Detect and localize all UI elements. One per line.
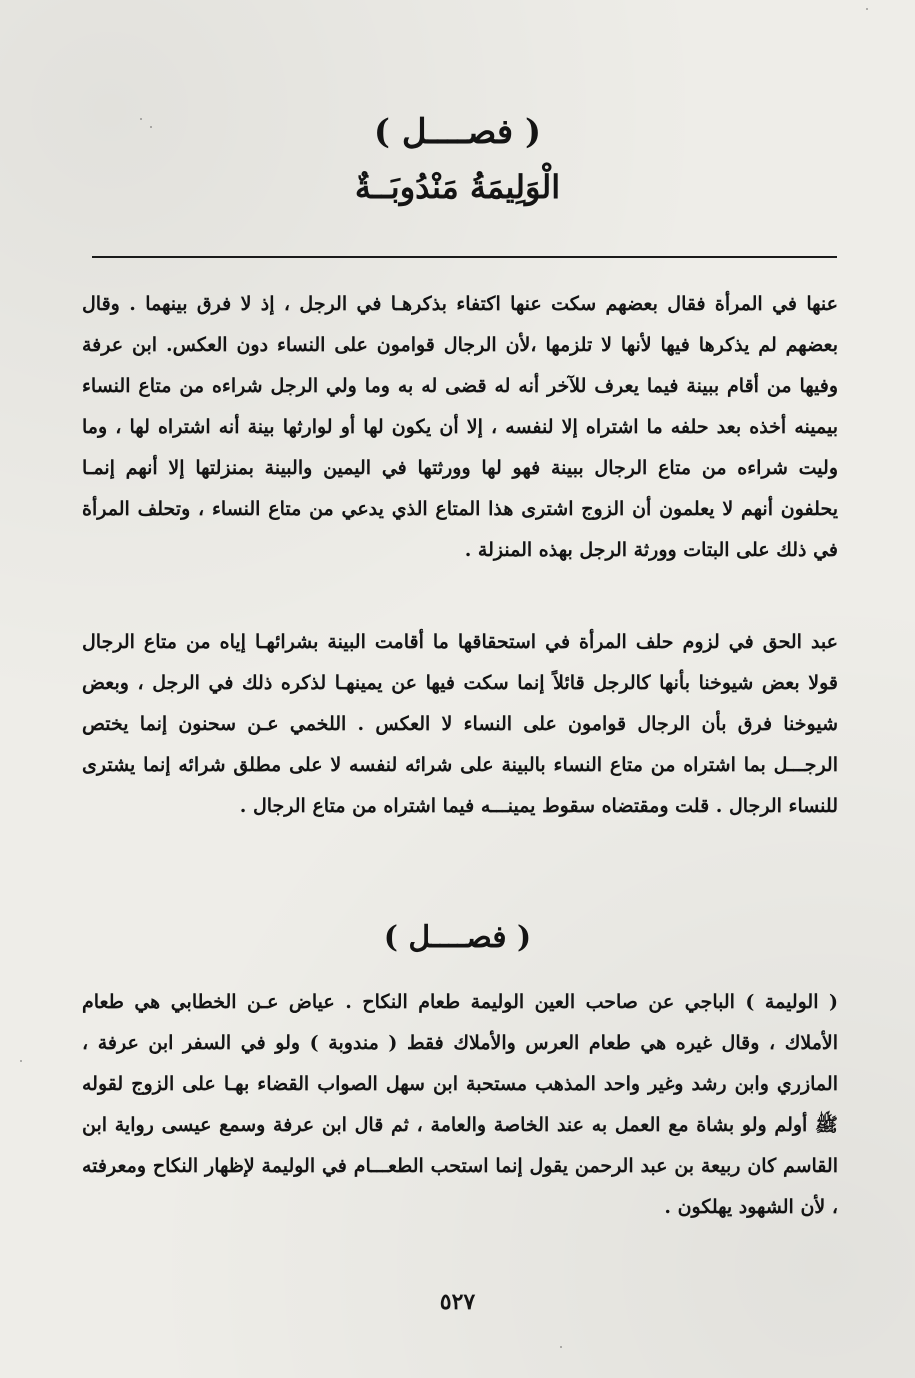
paragraph-text: عبد الحق في لزوم حلف المرأة في استحقاقها ما أقامت البينة بشرائهـا إياه من متاع الرجال قولا بعض شيوخنا بأنها كالرجل قائلاً إنما سكت فيها عن يمينهـا لذكره ذلك في الرجل ، وبعض شيوخنا فرق بأن الرجال قوامون على النساء لا العكس . اللخمي عـن سحنون إنما يختص الرجـــل بما اشتراه من متاع النساء بالبينة على شرائه لنفسه لا على مطلق شرائه إنما يشترى للنساء الرجال . قلت ومقتضاه سقوط يمينـــه فيما اشتراه من متاع الرجال . bbox=[82, 631, 838, 817]
section-subtitle: الْوَلِيمَةُ مَنْدُوبَــةٌ bbox=[354, 168, 561, 206]
section-heading: ( فصــــل ) bbox=[373, 112, 542, 152]
section-heading-2: ( فصــــل ) bbox=[383, 920, 532, 955]
body-paragraph-2 bbox=[82, 622, 838, 827]
horizontal-divider bbox=[92, 256, 837, 258]
scan-speck bbox=[560, 1346, 562, 1348]
scan-speck bbox=[140, 118, 142, 120]
page-number: ٥٢٧ bbox=[439, 1289, 476, 1315]
scan-speck bbox=[20, 1060, 22, 1062]
scan-speck bbox=[150, 126, 152, 128]
paragraph-text: عنها في المرأة فقال بعضهم سكت عنها اكتفاء بذكرهـا في الرجل ، إذ لا فرق بينهما . وقال بعضهم لم يذكرها فيها لأنها لا تلزمها ،لأن الرجال قوامون على النساء دون العكس. ابن عرفة وفيها من أقام ببينة فيما يعرف للآخر أنه له قضى له به وما ولي الرجل شراءه من متاع النساء بيمينه أخذه بعد حلفه ما اشتراه إلا لنفسه ، إلا أن يكون لها أو لوارثها بينة أنه اشتراه لها ، وما وليت شراءه من متاع الرجال ببينة فهو لها وورثتها في اليمين والبينة بمنزلتها إلا أنهم إنمـا يحلفون أنهم لا يعلمون أن الزوج اشترى هذا المتاع الذي يدعي من متاع النساء ، وتحلف المرأة في ذلك على البتات وورثة الرجل بهذه المنزلة . bbox=[82, 293, 838, 561]
body-paragraph-1 bbox=[82, 284, 838, 571]
paragraph-text: ( الوليمة ) الباجي عن صاحب العين الوليمة طعام النكاح . عياض عـن الخطابي هي طعام الأملاك ، وقال غيره هي طعام العرس والأملاك فقط ( مندوبة ) ولو في السفر ابن عرفة ، المازري وابن رشد وغير واحد المذهب مستحبة ابن سهل الصواب القضاء بهـا على الزوج لقوله ﷺ أولم ولو بشاة مع العمل به عند الخاصة والعامة ، ثم قال ابن عرفة وسمع عيسى رواية ابن القاسم كان ربيعة بن عبد الرحمن يقول إنما استحب الطعـــام في الوليمة لإظهار النكاح ومعرفته ، لأن الشهود يهلكون . bbox=[82, 991, 838, 1218]
scan-speck bbox=[866, 8, 868, 10]
body-paragraph-3 bbox=[82, 982, 838, 1228]
